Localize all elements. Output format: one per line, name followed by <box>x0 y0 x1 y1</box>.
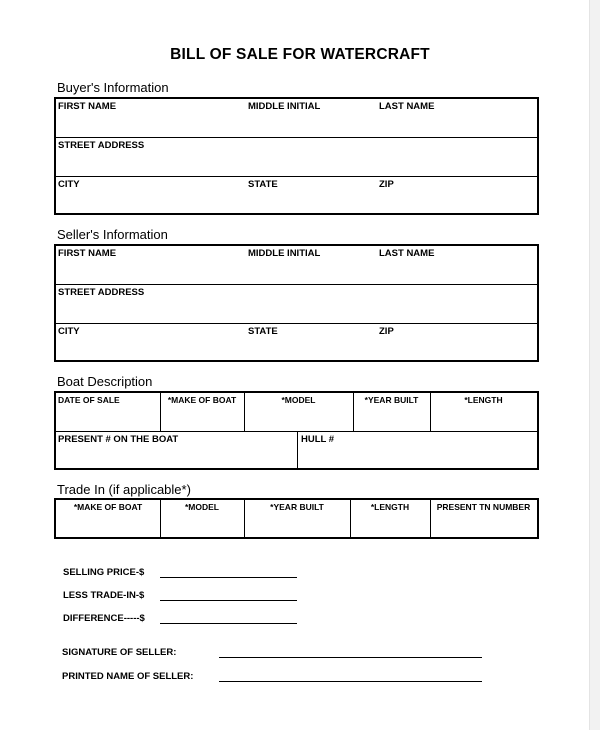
buyer-info-table <box>54 97 539 215</box>
boat-hull-label: HULL # <box>301 434 335 445</box>
printed-name-of-seller-line[interactable] <box>219 681 482 682</box>
seller-first-name-label: FIRST NAME <box>58 248 117 259</box>
signature-of-seller-label: SIGNATURE OF SELLER: <box>62 647 177 658</box>
buyer-last-name-label: LAST NAME <box>379 101 435 112</box>
buyer-street-address-label: STREET ADDRESS <box>58 140 145 151</box>
seller-city-label: CITY <box>58 326 80 337</box>
seller-address-row <box>56 284 537 323</box>
trade-in-year-built-label: *YEAR BUILT <box>270 502 324 512</box>
seller-state-label: STATE <box>248 326 278 337</box>
buyer-zip-label: ZIP <box>379 179 394 190</box>
boat-date-of-sale-label: DATE OF SALE <box>58 395 120 405</box>
boat-year-built-label: *YEAR BUILT <box>364 395 419 405</box>
boat-col-divider <box>297 432 298 469</box>
seller-middle-initial-label: MIDDLE INITIAL <box>248 248 321 259</box>
trade-in-model-label: *MODEL <box>185 502 219 512</box>
seller-name-row <box>56 246 537 284</box>
buyer-state-label: STATE <box>248 179 278 190</box>
buyer-middle-initial-label: MIDDLE INITIAL <box>248 101 321 112</box>
trade-in-row <box>56 500 537 537</box>
page-edge <box>589 0 600 730</box>
selling-price-label: SELLING PRICE-$ <box>63 567 145 578</box>
boat-model-label: *MODEL <box>281 395 316 405</box>
printed-name-of-seller-label: PRINTED NAME OF SELLER: <box>62 671 194 682</box>
seller-city-row <box>56 323 537 361</box>
trade-in-heading: Trade In (if applicable*) <box>57 482 191 497</box>
less-trade-in-label: LESS TRADE-IN-$ <box>63 590 145 601</box>
selling-price-line[interactable] <box>160 577 297 578</box>
boat-make-label: *MAKE OF BOAT <box>167 395 237 405</box>
less-trade-in-line[interactable] <box>160 600 297 601</box>
buyer-city-row <box>56 176 537 214</box>
signature-of-seller-line[interactable] <box>219 657 482 658</box>
seller-street-address-label: STREET ADDRESS <box>58 287 145 298</box>
buyer-heading: Buyer's Information <box>57 80 169 95</box>
trade-in-length-label: *LENGTH <box>370 502 410 512</box>
boat-present-number-label: PRESENT # ON THE BOAT <box>58 434 179 445</box>
difference-label: DIFFERENCE-----$ <box>63 613 145 624</box>
boat-description-table <box>54 391 539 470</box>
document-title: BILL OF SALE FOR WATERCRAFT <box>170 46 430 63</box>
seller-zip-label: ZIP <box>379 326 394 337</box>
boat-details-row <box>56 393 537 431</box>
seller-last-name-label: LAST NAME <box>379 248 435 259</box>
trade-in-present-tn-label: PRESENT TN NUMBER <box>436 502 531 512</box>
seller-info-table <box>54 244 539 362</box>
difference-line[interactable] <box>160 623 297 624</box>
boat-heading: Boat Description <box>57 374 153 389</box>
boat-length-label: *LENGTH <box>464 395 503 405</box>
trade-in-table <box>54 498 539 539</box>
buyer-address-row <box>56 137 537 176</box>
buyer-name-row <box>56 99 537 137</box>
buyer-first-name-label: FIRST NAME <box>58 101 117 112</box>
trade-in-make-label: *MAKE OF BOAT <box>73 502 143 512</box>
buyer-city-label: CITY <box>58 179 80 190</box>
seller-heading: Seller's Information <box>57 227 168 242</box>
boat-ids-row <box>56 431 537 469</box>
